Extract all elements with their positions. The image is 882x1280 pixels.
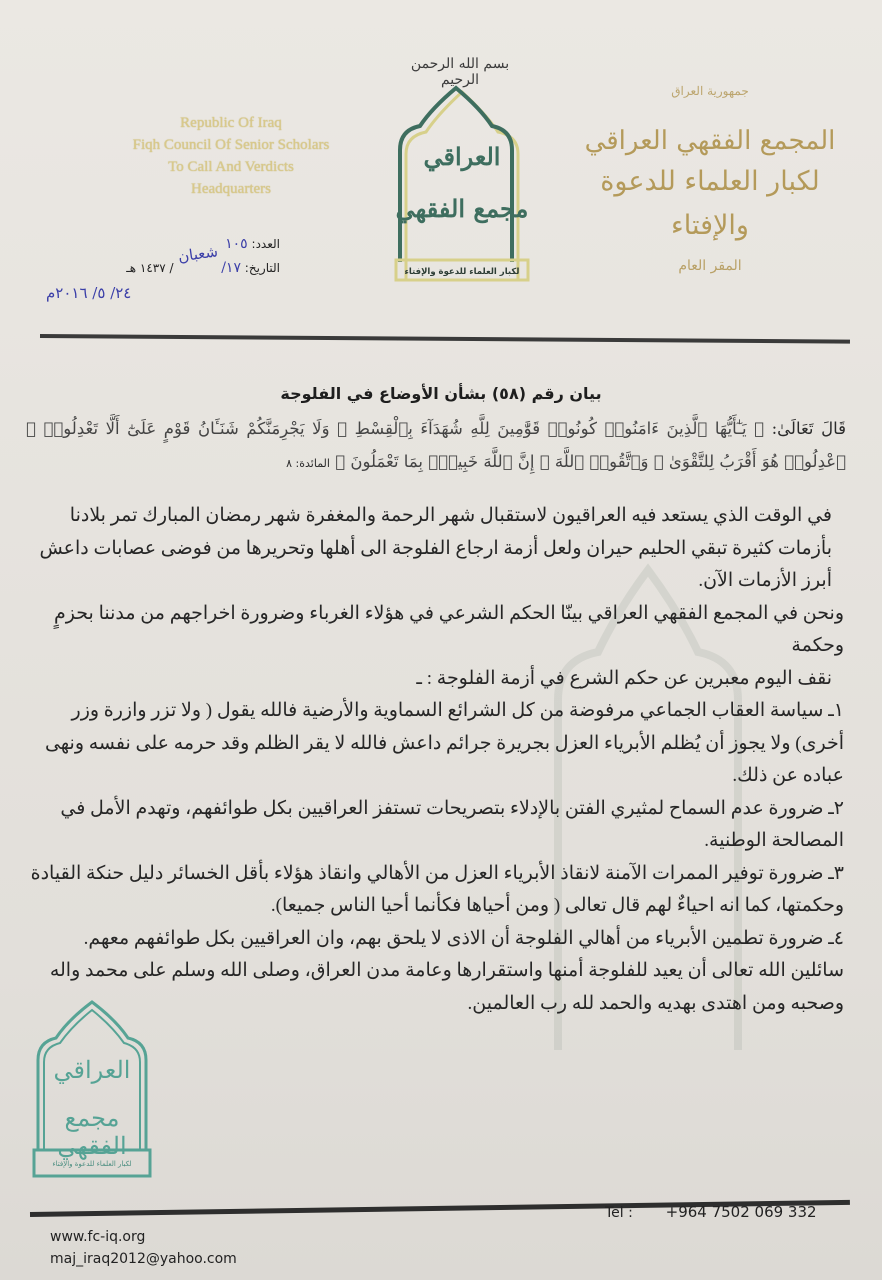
english-letterhead bbox=[96, 112, 366, 200]
letterhead-ar-line2: لكبار العلماء للدعوة والإفتاء bbox=[600, 166, 820, 241]
reference-date-label: التاريخ: bbox=[244, 261, 280, 275]
official-stamp bbox=[32, 1000, 152, 1180]
paragraph-intro: في الوقت الذي يستعد فيه العراقيون لاستقبال شهر الرحمة والمغفرة شهر رمضان المبارك تمر بلادنا بأزمات كثيرة تبقي الحليم حيران ولعل أزمة ارجاع الفلوجة الى أهلها وتحريرها من فوضى عصابات داعش أبرز الأزمات الآن. bbox=[39, 505, 832, 591]
statement-body bbox=[28, 500, 844, 1020]
reference-block bbox=[40, 232, 280, 302]
reference-number-label: العدد: bbox=[251, 237, 280, 251]
stamp-text-line2: مجمع الفقهي bbox=[57, 1104, 127, 1160]
logo-text-line3: لكبار العلماء للدعوة والإفتاء bbox=[404, 267, 520, 277]
letterhead-en-line3: To Call And Verdicts bbox=[168, 159, 294, 175]
basmala: بسم الله الرحمن الرحيم bbox=[410, 56, 510, 88]
arabic-letterhead bbox=[560, 84, 860, 274]
stamp-text-line1: العراقي bbox=[53, 1056, 131, 1084]
letterhead-en-line4: Headquarters bbox=[191, 181, 271, 197]
letterhead-ar-country: جمهورية العراق bbox=[671, 84, 749, 98]
council-logo bbox=[392, 84, 532, 284]
point-4: ٤ـ ضرورة تطمين الأبرياء من أهالي الفلوجة أن الاذى لا يلحق بهم، وان العراقيين بكل طوائفهم معهم. bbox=[83, 927, 844, 949]
reference-number-value: ١٠٥ bbox=[225, 236, 248, 252]
logo-text-line2: مجمع الفقهي bbox=[395, 194, 529, 223]
footer-email[interactable]: maj_iraq2012@yahoo.com bbox=[50, 1251, 237, 1267]
verse-text: ﴿ يَـٰٓأَيُّهَا ٱلَّذِينَ ءَامَنُوا۟ كُونُوا۟ قَوَّٰمِينَ لِلَّهِ شُهَدَآءَ بِٱلْقِسْطِ ۖ وَلَا يَجْرِمَنَّكُمْ شَنَـَٔانُ قَوْمٍ عَلَىٰٓ أَلَّا تَعْدِلُوا۟ ۚ ٱعْدِلُوا۟ هُوَ أَقْرَبُ لِلتَّقْوَىٰ ۖ وَٱتَّقُوا۟ ٱللَّهَ ۚ إِنَّ ٱللَّهَ خَبِيرٌۢ بِمَا تَعْمَلُونَ ﴾ bbox=[26, 419, 846, 471]
letterhead-ar-hq: المقر العام bbox=[678, 258, 742, 274]
hijri-year: / ١٤٣٧ هـ bbox=[126, 261, 174, 275]
logo-text-line1: العراقي bbox=[423, 142, 501, 171]
statement-title: بيان رقم (٥٨) بشأن الأوضاع في الفلوجة bbox=[280, 384, 602, 403]
paragraph-council: ونحن في المجمع الفقهي العراقي بينّا الحكم الشرعي في هؤلاء الغرباء وضرورة اخراجهم من مدننا بحزمٍ وحكمة bbox=[54, 602, 844, 656]
hijri-day: ١٧/ bbox=[221, 260, 241, 276]
letterhead-en-line2: Fiqh Council Of Senior Scholars bbox=[132, 137, 330, 153]
phone-label: Tel : bbox=[605, 1205, 633, 1221]
point-1: ١ـ سياسة العقاب الجماعي مرفوضة من كل الشرائع السماوية والأرضية فالله يقول ( ولا تزر وازرة وزر أخرى) ولا يجوز أن يُظلم الأبرياء العزل بجريرة جرائم داعش فالله لا يقر الظلم وقد حرمه على نفسه ونهى عباده عن ذلك. bbox=[44, 700, 844, 786]
letterhead-ar-line1: المجمع الفقهي العراقي bbox=[584, 126, 836, 156]
paragraph-ruling-intro: نقف اليوم معبرين عن حكم الشرع في أزمة الفلوجة : ـ bbox=[416, 667, 832, 689]
mosque-arch-icon bbox=[392, 84, 532, 284]
footer-website[interactable]: www.fc-iq.org bbox=[50, 1229, 146, 1245]
header-divider bbox=[40, 334, 850, 344]
footer-phone bbox=[605, 1203, 817, 1221]
stamp-text-line3: لكبار العلماء للدعوة والإفتاء bbox=[52, 1160, 132, 1168]
gregorian-date: ٢٤/ ٥/ ٢٠١٦م bbox=[46, 284, 132, 302]
footer-contacts bbox=[50, 1226, 237, 1270]
hijri-month: شعبان bbox=[177, 242, 220, 266]
closing-prayer: سائلين الله تعالى أن يعيد للفلوجة أمنها واستقرارها وعامة مدن العراق، وصلى الله وسلم على محمد واله وصحبه ومن اهتدى بهديه والحمد لله رب العالمين. bbox=[49, 960, 844, 1014]
verse-reference: المائدة: ٨ bbox=[286, 457, 330, 470]
reference-number-row bbox=[40, 232, 280, 256]
quran-verse bbox=[26, 412, 846, 480]
verse-intro: قَالَ تَعَالَىٰ: bbox=[771, 419, 846, 438]
point-2: ٢ـ ضرورة عدم السماح لمثيري الفتن بالإدلاء بتصريحات تستفز العراقيين بكل طوائفهم، وتهدم الأمل في المصالحة الوطنية. bbox=[60, 797, 844, 851]
letterhead-en-line1: Republic Of Iraq bbox=[180, 115, 282, 131]
point-3: ٣ـ ضرورة توفير الممرات الآمنة لانقاذ الأبرياء العزل من الأهالي وانقاذ هؤلاء بأقل الخسائر دليل حنكة القيادة وحكمتها، كما انه احياءٌ لهم قال تعالى ( ومن أحياها فكأنما أحيا الناس جميعا). bbox=[30, 862, 844, 916]
phone-number[interactable]: +964 7502 069 332 bbox=[665, 1203, 817, 1221]
